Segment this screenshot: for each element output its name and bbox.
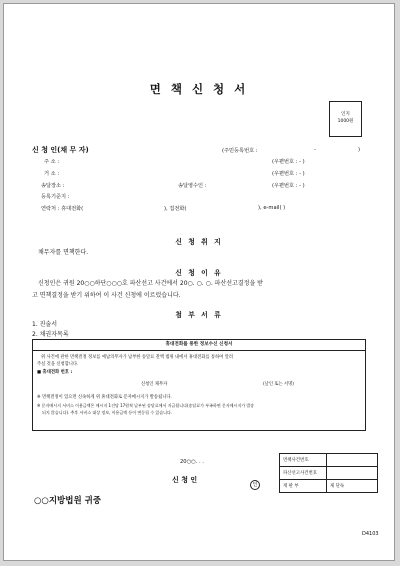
sms-notice-title: 휴대전화를 통한 정보수신 신청서 [33, 340, 365, 351]
contact-mobile-label: 연락처 : 휴대전화( [41, 206, 84, 212]
sms-notice-box [32, 339, 366, 431]
sms-note-3: 되지 않습니다). 추후 서비스 대상 정보, 이용금액 등이 변동될 수 있습니다. [42, 410, 173, 415]
sms-note-1: ※ 면책결정이 있으면 신속하게 위 휴대전화로 문자메시지가 발송됩니다. [37, 395, 172, 400]
sms-notice-line-1: 위 사건에 관한 면책결정 정보를 예납의무자가 납부한 송달료 잔액 범위 내에서 휴대전화를 통하여 알려 [41, 355, 234, 360]
sms-note-2: ※ 문자메시지 서비스 이용금액은 메시지 1건당 17원씩 납부된 송달료에서 지급됩니다(송달료가 부족하면 문자메시지가 발송 [37, 403, 255, 408]
division-value: 제 단독 [327, 480, 378, 493]
attachment-item: 2. 채권자목록 [32, 331, 69, 338]
form-code: D4103 [362, 531, 379, 537]
resident-number-dash: - [314, 147, 316, 153]
table-row [280, 454, 378, 467]
division-label: 재 판 부 [280, 480, 327, 493]
residence-label: 거 소 : [44, 171, 60, 177]
stamp-amount: 1000원 [337, 119, 354, 124]
address-postcode: (우편번호 : - ) [272, 159, 305, 165]
sms-sign-hint: (날인 또는 서명) [263, 382, 294, 387]
residence-postcode: (우편번호 : - ) [272, 171, 305, 177]
sms-signer: 신청인 채무자 [141, 382, 168, 387]
signature-label: 신 청 인 [172, 476, 198, 484]
service-address-label: 송달장소 : [41, 183, 65, 189]
document-page [3, 3, 395, 561]
seal-circle: 인 [250, 480, 260, 490]
document-title: 면 책 신 청 서 [149, 82, 249, 96]
court-addressee: ○○지방법원 귀중 [34, 496, 102, 506]
registration-base-label: 등록기준지 : [41, 194, 70, 200]
stamp-label: 인지 [341, 112, 350, 117]
attachments-title: 첨 부 서 류 [175, 311, 223, 319]
address-label: 주 소 : [44, 159, 60, 165]
reason-title: 신 청 이 유 [175, 269, 223, 277]
reason-line-1: 신청인은 귀원 20○○하단○○○호 파산선고 사건에서 20○. ○. ○. 파산선고결정을 받 [38, 280, 263, 287]
service-recipient-label: 송달영수인 : [178, 183, 207, 189]
contact-home-label: ), 집전화( [164, 206, 187, 212]
bankruptcy-case-label: 파산선고사건번호 [280, 467, 327, 480]
resident-number-label: (주민등록번호 : [222, 148, 258, 154]
revenue-stamp-box [329, 101, 362, 137]
seal-mark [250, 474, 260, 493]
case-number-value [327, 454, 378, 467]
service-postcode: (우편번호 : - ) [272, 183, 305, 189]
case-number-label: 면책사건번호 [280, 454, 327, 467]
contact-email-label: ), e-mail( ) [258, 205, 286, 211]
resident-number-close: ) [358, 147, 361, 153]
signature-date: 20○○. . . [180, 459, 204, 465]
applicant-label: 신 청 인(채 무 자) [32, 146, 89, 154]
case-info-table [279, 453, 378, 493]
table-row [280, 467, 378, 480]
bankruptcy-case-value [327, 467, 378, 480]
reason-line-2: 고 면책결정을 받기 위하여 이 사건 신청에 이르렀습니다. [32, 292, 181, 299]
purpose-title: 신 청 취 지 [175, 238, 223, 246]
sms-notice-line-2: 주실 것을 신청합니다. [37, 362, 79, 367]
purpose-text: 채무자를 면책한다. [38, 249, 89, 256]
attachment-item: 1. 진술서 [32, 321, 58, 328]
table-row [280, 480, 378, 493]
sms-phone-label: ■ 휴대전화 번호 : [37, 370, 73, 375]
